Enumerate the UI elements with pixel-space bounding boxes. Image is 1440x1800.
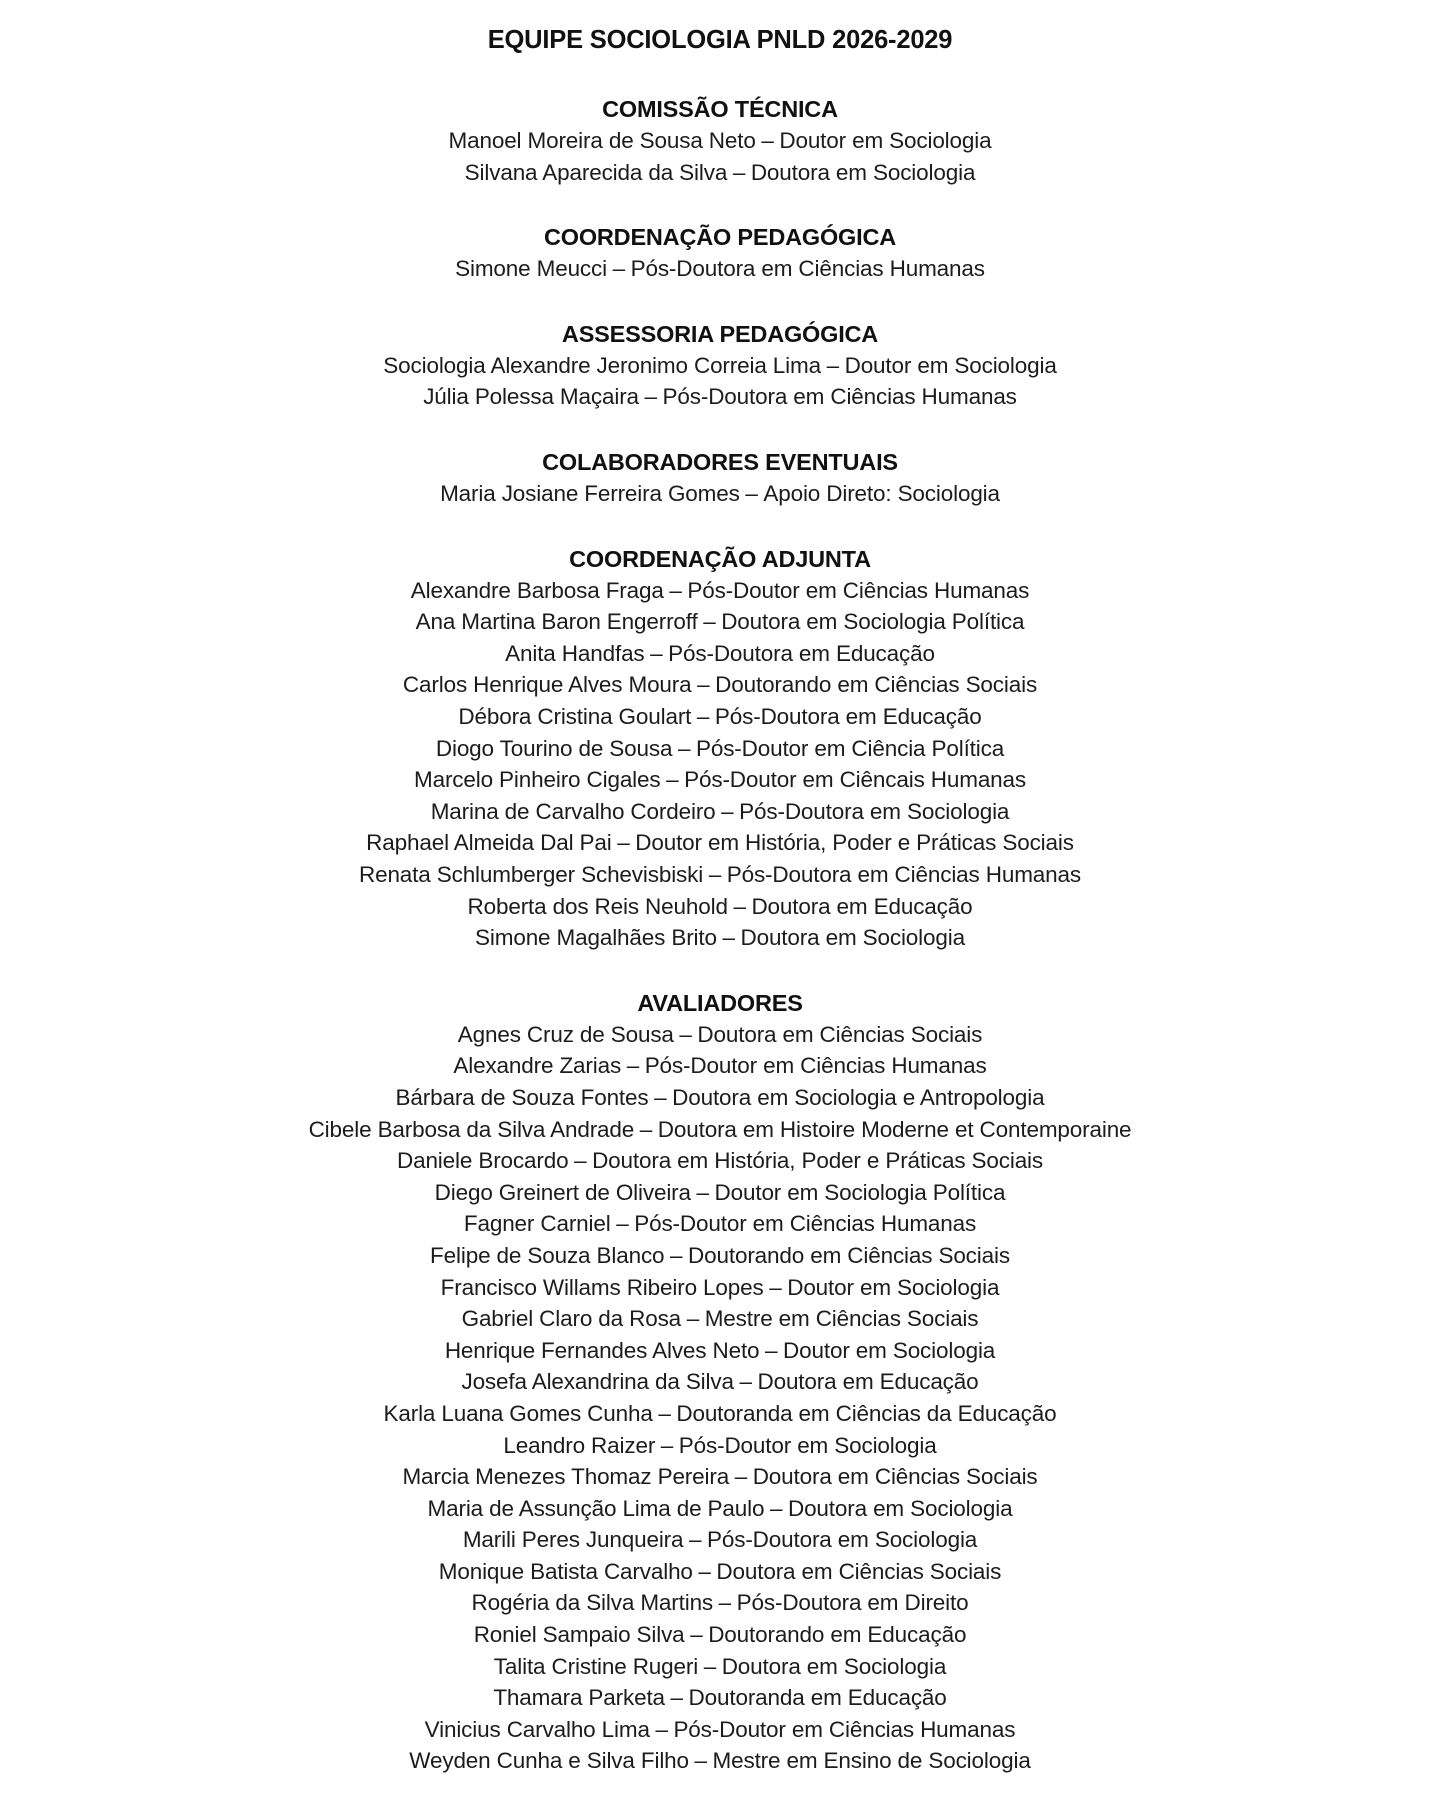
member-row bbox=[0, 350, 1440, 382]
member-row bbox=[0, 1682, 1440, 1714]
dash-separator: – bbox=[739, 1369, 752, 1395]
member-title: Pós-Doutor em Ciências Humanas bbox=[634, 1211, 977, 1237]
member-title: Doutora em Sociologia bbox=[721, 1653, 947, 1679]
member-name: Fagner Carniel bbox=[463, 1211, 611, 1237]
member-title: Pós-Doutora em Ciências Humanas bbox=[662, 384, 1017, 410]
dash-separator: – bbox=[655, 1716, 668, 1742]
dash-separator: – bbox=[703, 1653, 717, 1679]
member-row bbox=[0, 1461, 1440, 1493]
dash-separator: – bbox=[826, 352, 839, 378]
member-name: Anita Handfas bbox=[505, 640, 645, 666]
member-title: Doutora em Sociologia bbox=[787, 1495, 1013, 1521]
document-title: EQUIPE SOCIOLOGIA PNLD 2026-2029 bbox=[487, 26, 953, 54]
member-name: Cibele Barbosa da Silva Andrade bbox=[308, 1116, 635, 1142]
member-name: Rogéria da Silva Martins bbox=[471, 1590, 714, 1616]
member-title: Doutor em Sociologia bbox=[787, 1274, 1000, 1300]
dash-separator: – bbox=[666, 767, 679, 793]
member-title: Doutora em História, Poder e Práticas Sociais bbox=[592, 1148, 1044, 1174]
section-avaliadores bbox=[0, 987, 1440, 1777]
dash-separator: – bbox=[761, 128, 774, 153]
member-title: Doutora em Ciências Sociais bbox=[716, 1558, 1002, 1584]
member-title: Pós-Doutor em Ciência Política bbox=[695, 735, 1005, 761]
member-row bbox=[0, 1082, 1440, 1114]
member-name: Bárbara de Souza Fontes bbox=[395, 1084, 649, 1110]
member-row bbox=[0, 1208, 1440, 1240]
member-row bbox=[0, 922, 1440, 954]
dash-separator: – bbox=[677, 735, 691, 761]
member-row bbox=[0, 1493, 1440, 1525]
member-name: Agnes Cruz de Sousa bbox=[457, 1021, 674, 1047]
member-row bbox=[0, 1145, 1440, 1177]
member-title: Pós-Doutora em Educação bbox=[714, 703, 982, 729]
dash-separator: – bbox=[696, 703, 710, 729]
dash-separator: – bbox=[574, 1148, 587, 1174]
member-row bbox=[0, 764, 1440, 796]
dash-separator: – bbox=[690, 1622, 703, 1648]
member-name: Marcia Menezes Thomaz Pereira bbox=[402, 1464, 730, 1490]
member-name: Felipe de Souza Blanco bbox=[430, 1242, 665, 1268]
member-row bbox=[0, 1398, 1440, 1430]
section-comissao-tecnica bbox=[0, 93, 1440, 188]
member-name: Francisco Willams Ribeiro Lopes bbox=[440, 1274, 764, 1300]
dash-separator: – bbox=[617, 830, 630, 856]
member-name: Simone Meucci bbox=[455, 256, 607, 282]
member-title: Doutor em Sociologia bbox=[779, 128, 992, 153]
member-name: Monique Batista Carvalho bbox=[438, 1558, 693, 1584]
member-name: Leandro Raizer bbox=[503, 1432, 656, 1458]
dash-separator: – bbox=[669, 577, 682, 603]
member-title: Pós-Doutora em Direito bbox=[736, 1590, 969, 1616]
dash-separator: – bbox=[769, 1274, 782, 1300]
member-title: Doutorando em Ciências Sociais bbox=[688, 1242, 1010, 1268]
member-title: Mestre em Ciências Sociais bbox=[704, 1306, 979, 1332]
dash-separator: – bbox=[734, 1464, 748, 1490]
member-title: Doutora em Educação bbox=[751, 893, 973, 919]
dash-separator: – bbox=[765, 1337, 778, 1363]
member-row bbox=[0, 157, 1440, 189]
member-row bbox=[0, 796, 1440, 828]
member-row bbox=[0, 827, 1440, 859]
member-name: Marcelo Pinheiro Cigales bbox=[413, 767, 661, 793]
member-name: Gabriel Claro da Rosa bbox=[461, 1306, 682, 1332]
member-name: Silvana Aparecida da Silva bbox=[464, 159, 728, 185]
member-name: Diogo Tourino de Sousa bbox=[435, 735, 673, 761]
dash-separator: – bbox=[639, 1116, 653, 1142]
member-row bbox=[0, 1177, 1440, 1209]
member-title: Pós-Doutora em Ciências Humanas bbox=[630, 256, 985, 282]
member-name: Talita Cristine Rugeri bbox=[493, 1653, 699, 1679]
member-title: Doutora em Sociologia e Antropologia bbox=[672, 1084, 1045, 1110]
member-title: Pós-Doutor em Ciêncais Humanas bbox=[684, 767, 1027, 793]
dash-separator: – bbox=[616, 1211, 629, 1237]
member-name: Henrique Fernandes Alves Neto bbox=[444, 1337, 760, 1363]
member-title: Doutorando em Educação bbox=[708, 1622, 967, 1648]
member-name: Júlia Polessa Maçaira bbox=[423, 384, 639, 410]
dash-separator: – bbox=[722, 925, 735, 951]
member-name: Manoel Moreira de Sousa Neto bbox=[448, 128, 756, 153]
dash-separator: – bbox=[626, 1053, 640, 1079]
section-heading: COLABORADORES EVENTUAIS bbox=[542, 449, 898, 475]
member-row bbox=[0, 1366, 1440, 1398]
section-heading: ASSESSORIA PEDAGÓGICA bbox=[561, 320, 879, 347]
member-name: Diego Greinert de Oliveira bbox=[434, 1179, 691, 1205]
dash-separator: – bbox=[745, 481, 758, 506]
member-title: Pós-Doutora em Ciências Humanas bbox=[726, 861, 1081, 887]
member-row bbox=[0, 1745, 1440, 1777]
member-name: Maria Josiane Ferreira Gomes bbox=[440, 481, 740, 506]
member-row bbox=[0, 1019, 1440, 1051]
section-heading: AVALIADORES bbox=[637, 989, 803, 1016]
dash-separator: – bbox=[650, 640, 663, 666]
dash-separator: – bbox=[703, 609, 716, 635]
dash-separator: – bbox=[718, 1590, 732, 1616]
member-title: Pós-Doutora em Sociologia bbox=[707, 1527, 978, 1553]
member-row bbox=[0, 1524, 1440, 1556]
section-coordenacao-adjunta bbox=[0, 543, 1440, 954]
dash-separator: – bbox=[660, 1432, 674, 1458]
member-row bbox=[0, 575, 1440, 607]
member-title: Doutor em Sociologia bbox=[783, 1337, 996, 1363]
member-title: Pós-Doutora em Sociologia bbox=[739, 798, 1010, 824]
member-title: Pós-Doutor em Ciências Humanas bbox=[644, 1053, 987, 1079]
member-name: Marina de Carvalho Cordeiro bbox=[430, 798, 716, 824]
member-row bbox=[0, 1430, 1440, 1462]
member-title: Apoio Direto: Sociologia bbox=[763, 481, 1000, 506]
member-title: Pós-Doutor em Ciências Humanas bbox=[687, 577, 1030, 603]
member-title: Doutora em Sociologia bbox=[750, 159, 976, 185]
member-title: Doutora em Histoire Moderne et Contemporaine bbox=[657, 1116, 1132, 1142]
member-title: Pós-Doutor em Sociologia bbox=[678, 1432, 937, 1458]
member-title: Doutora em Ciências Sociais bbox=[697, 1021, 983, 1047]
member-name: Thamara Parketa bbox=[493, 1685, 665, 1711]
member-title: Doutoranda em Ciências da Educação bbox=[676, 1400, 1057, 1426]
member-name: Alexandre Barbosa Fraga bbox=[410, 577, 664, 603]
dash-separator: – bbox=[658, 1400, 671, 1426]
member-row bbox=[0, 1651, 1440, 1683]
dash-separator: – bbox=[670, 1685, 683, 1711]
dash-separator: – bbox=[769, 1495, 783, 1521]
member-name: Raphael Almeida Dal Pai bbox=[366, 830, 612, 856]
member-title: Doutora em Educação bbox=[757, 1369, 979, 1395]
member-name: Ana Martina Baron Engerroff bbox=[415, 609, 698, 635]
dash-separator: – bbox=[654, 1084, 667, 1110]
dash-separator: – bbox=[721, 798, 734, 824]
member-row bbox=[0, 1714, 1440, 1746]
dash-separator: – bbox=[644, 384, 657, 410]
member-row bbox=[0, 669, 1440, 701]
member-row bbox=[0, 638, 1440, 670]
member-name: Daniele Brocardo bbox=[396, 1148, 569, 1174]
member-row bbox=[0, 125, 1440, 157]
member-name: Weyden Cunha e Silva Filho bbox=[409, 1748, 689, 1774]
member-name: Débora Cristina Goulart bbox=[458, 703, 692, 729]
member-name: Vinicius Carvalho Lima bbox=[424, 1716, 650, 1742]
member-row bbox=[0, 1335, 1440, 1367]
dash-separator: – bbox=[708, 861, 722, 887]
dash-separator: – bbox=[612, 256, 625, 282]
section-colaboradores-eventuais bbox=[0, 446, 1440, 510]
member-name: Josefa Alexandrina da Silva bbox=[461, 1369, 734, 1395]
dash-separator: – bbox=[697, 672, 710, 698]
member-name: Karla Luana Gomes Cunha bbox=[383, 1400, 653, 1426]
member-name: Roberta dos Reis Neuhold bbox=[467, 893, 728, 919]
member-title: Pós-Doutora em Educação bbox=[668, 640, 935, 666]
section-heading: COMISSÃO TÉCNICA bbox=[602, 96, 838, 122]
dash-separator: – bbox=[686, 1306, 700, 1332]
member-row bbox=[0, 1114, 1440, 1146]
member-name: Marili Peres Junqueira bbox=[462, 1527, 684, 1553]
member-name: Carlos Henrique Alves Moura bbox=[402, 672, 692, 698]
member-row bbox=[0, 253, 1440, 285]
dash-separator: – bbox=[679, 1021, 692, 1047]
member-title: Pós-Doutor em Ciências Humanas bbox=[673, 1716, 1016, 1742]
dash-separator: – bbox=[733, 893, 746, 919]
member-name: Alexandre Zarias bbox=[453, 1053, 622, 1079]
dash-separator: – bbox=[694, 1748, 707, 1774]
member-name: Maria de Assunção Lima de Paulo bbox=[427, 1495, 765, 1521]
member-row bbox=[0, 1050, 1440, 1082]
section-heading: COORDENAÇÃO ADJUNTA bbox=[569, 545, 871, 572]
dash-separator: – bbox=[732, 159, 746, 185]
section-assessoria-pedagogica bbox=[0, 318, 1440, 413]
member-title: Doutoranda em Educação bbox=[688, 1685, 947, 1711]
dash-separator: – bbox=[689, 1527, 702, 1553]
member-title: Doutora em Ciências Sociais bbox=[752, 1464, 1038, 1490]
member-row bbox=[0, 701, 1440, 733]
member-row bbox=[0, 891, 1440, 923]
member-title: Doutora em Sociologia Política bbox=[721, 609, 1025, 635]
section-heading: COORDENAÇÃO PEDAGÓGICA bbox=[543, 224, 897, 251]
member-row bbox=[0, 478, 1440, 510]
member-row bbox=[0, 606, 1440, 638]
member-title: Doutora em Sociologia bbox=[740, 925, 965, 951]
member-title: Doutor em Sociologia bbox=[844, 352, 1057, 378]
dash-separator: – bbox=[670, 1242, 683, 1268]
member-name: Renata Schlumberger Schevisbiski bbox=[358, 861, 704, 887]
member-row bbox=[0, 1619, 1440, 1651]
member-name: Roniel Sampaio Silva bbox=[473, 1622, 685, 1648]
section-coordenacao-pedagogica bbox=[0, 221, 1440, 285]
member-row bbox=[0, 733, 1440, 765]
member-title: Mestre em Ensino de Sociologia bbox=[712, 1748, 1031, 1774]
member-row bbox=[0, 381, 1440, 413]
member-row bbox=[0, 1587, 1440, 1619]
member-name: Simone Magalhães Brito bbox=[475, 925, 717, 951]
dash-separator: – bbox=[698, 1558, 711, 1584]
member-row bbox=[0, 1240, 1440, 1272]
member-row bbox=[0, 1303, 1440, 1335]
member-title: Doutorando em Ciências Sociais bbox=[715, 672, 1038, 698]
member-name: Sociologia Alexandre Jeronimo Correia Lima bbox=[383, 352, 821, 378]
member-row bbox=[0, 859, 1440, 891]
member-title: Doutor em Sociologia Política bbox=[714, 1179, 1006, 1205]
member-row bbox=[0, 1272, 1440, 1304]
dash-separator: – bbox=[696, 1179, 709, 1205]
member-row bbox=[0, 1556, 1440, 1588]
member-title: Doutor em História, Poder e Práticas Sociais bbox=[635, 830, 1074, 856]
